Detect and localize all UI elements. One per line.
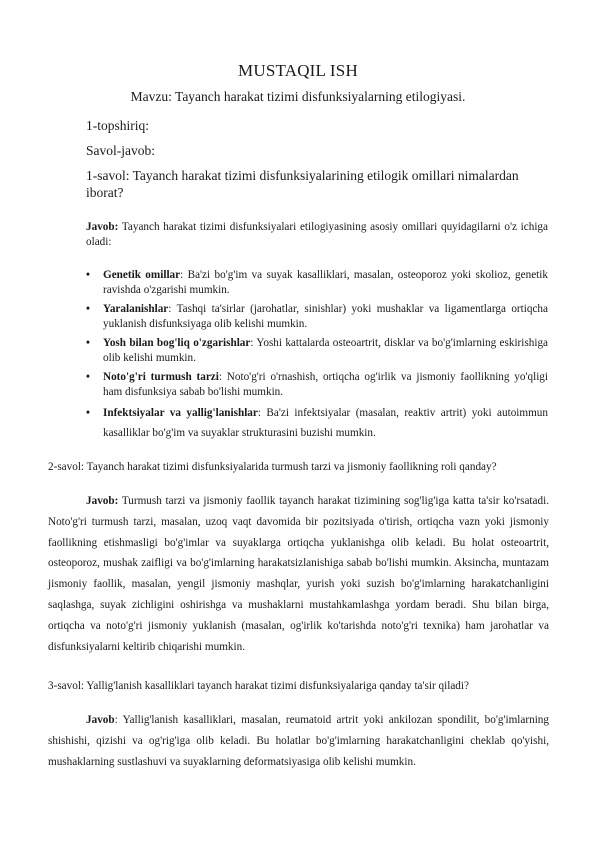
answer-3-label: Javob bbox=[86, 714, 115, 726]
list-item-text: : Ba'zi bo'g'im va suyak kasalliklari, masalan, osteoporoz yoki skolioz, genetik ravishda o'zgarishi mumkin. bbox=[103, 269, 548, 296]
answer-2-text: Turmush tarzi va jismoniy faollik tayanch harakat tizimining sog'lig'iga katta ta'sir ko'rsatadi. Noto'g'ri turmush tarzi, masalan, uzoq vaqt davomida bir pozitsiyada o'tirish, ortiqcha vazn yoki jismoniy faollikning etishmasligi bo'g'imlar va suyaklarga ortiqcha yuklanishga olib keladi. Bu holat osteoartrit, osteoporoz, mushak zaifligi va bo'g'imlarning harakatsizlanishiga sabab bo'lishi mumkin. Aksincha, muntazam jismoniy faollik, masalan, yengil jismoniy mashqlar, yurish yoki suzish bo'g'imlarning harakatchanligini saqlashga, suyak zichligini oshirishga va mushaklarni mustahkamlashga yordam beradi. Shu bilan birga, ortiqcha va noto'g'ri jismoniy yuklanish (masalan, og'irlik ko'tarishda noto'g'ri texnika) ham jarohatlar va disfunksiyalarni keltirib chiqarishi mumkin. bbox=[48, 495, 549, 653]
list-item-text: : Ba'zi infektsiyalar (masalan, reaktiv artrit) yoki autoimmun kasalliklar bo'g'im va suyaklar strukturasini buzishi mumkin. bbox=[103, 407, 548, 439]
list-item-text: : Noto'g'ri o'rnashish, ortiqcha og'irlik va jismoniy faollikning yo'qligi ham disfunksiya sabab bo'lishi mumkin. bbox=[103, 371, 549, 398]
answer-3-text: : Yallig'lanish kasalliklari, masalan, reumatoid artrit yoki ankilozan spondilit, bo'g'imlarning shishishi, qizishi va og'rig'iga olib keladi. Bu holatlar bo'g'imlarning harakatchanligini cheklab qo'yishi, mushaklarning sustlashuvi va suyaklarning deformatsiyasiga olib kelishi mumkin. bbox=[48, 714, 549, 768]
list-item bbox=[86, 336, 548, 366]
answer-2 bbox=[48, 491, 549, 657]
bullet-icon: • bbox=[86, 337, 90, 349]
answer-1 bbox=[86, 220, 548, 250]
list-item-term: Yosh bilan bog'liq o'zgarishlar bbox=[103, 337, 251, 349]
answer-1-text: Tayanch harakat tizimi disfunksiyalari etilogiyasining asosiy omillari quyidagilarni o'z ichiga oladi: bbox=[86, 221, 548, 248]
factor-list bbox=[86, 268, 548, 447]
list-item-text: : Yoshi kattalarda osteoartrit, disklar va bo'g'imlarning eskirishiga olib kelishi mumkin. bbox=[103, 337, 549, 364]
answer-2-label: Javob: bbox=[86, 495, 119, 507]
bullet-icon: • bbox=[86, 407, 90, 419]
list-item-term: Yaralanishlar bbox=[103, 303, 169, 315]
list-item-term: Genetik omillar bbox=[103, 269, 181, 281]
task-label: 1-topshiriq: bbox=[86, 118, 149, 133]
question-2: 2-savol: Tayanch harakat tizimi disfunksiyalarida turmush tarzi va jismoniy faollikning roli qanday? bbox=[48, 461, 497, 473]
bullet-icon: • bbox=[86, 303, 90, 315]
list-item bbox=[86, 403, 548, 443]
document-subtitle: Mavzu: Tayanch harakat tizimi disfunksiyalarning etilogiyasi. bbox=[130, 89, 466, 104]
list-item bbox=[86, 370, 548, 400]
list-item bbox=[86, 268, 548, 298]
bullet-icon: • bbox=[86, 269, 90, 281]
answer-1-label: Javob: bbox=[86, 221, 119, 233]
answer-3 bbox=[48, 710, 549, 772]
list-item bbox=[86, 302, 548, 332]
list-item-text: : Tashqi ta'sirlar (jarohatlar, sinishlar) yoki mushaklar va ligamentlarga ortiqcha yuklanish disfunksiyaga olib kelishi mumkin. bbox=[103, 303, 548, 330]
question-1: 1-savol: Tayanch harakat tizimi disfunksiyalarining etilogik omillari nimalardan iborat? bbox=[86, 168, 519, 200]
bullet-icon: • bbox=[86, 371, 90, 383]
document-title: MUSTAQIL ISH bbox=[238, 61, 358, 80]
section-label: Savol-javob: bbox=[86, 143, 155, 158]
list-item-term: Noto'g'ri turmush tarzi bbox=[103, 371, 219, 383]
question-3: 3-savol: Yallig'lanish kasalliklari tayanch harakat tizimi disfunksiyalariga qanday ta'sir qiladi? bbox=[48, 680, 469, 692]
list-item-term: Infektsiyalar va yallig'lanishlar bbox=[103, 407, 258, 419]
